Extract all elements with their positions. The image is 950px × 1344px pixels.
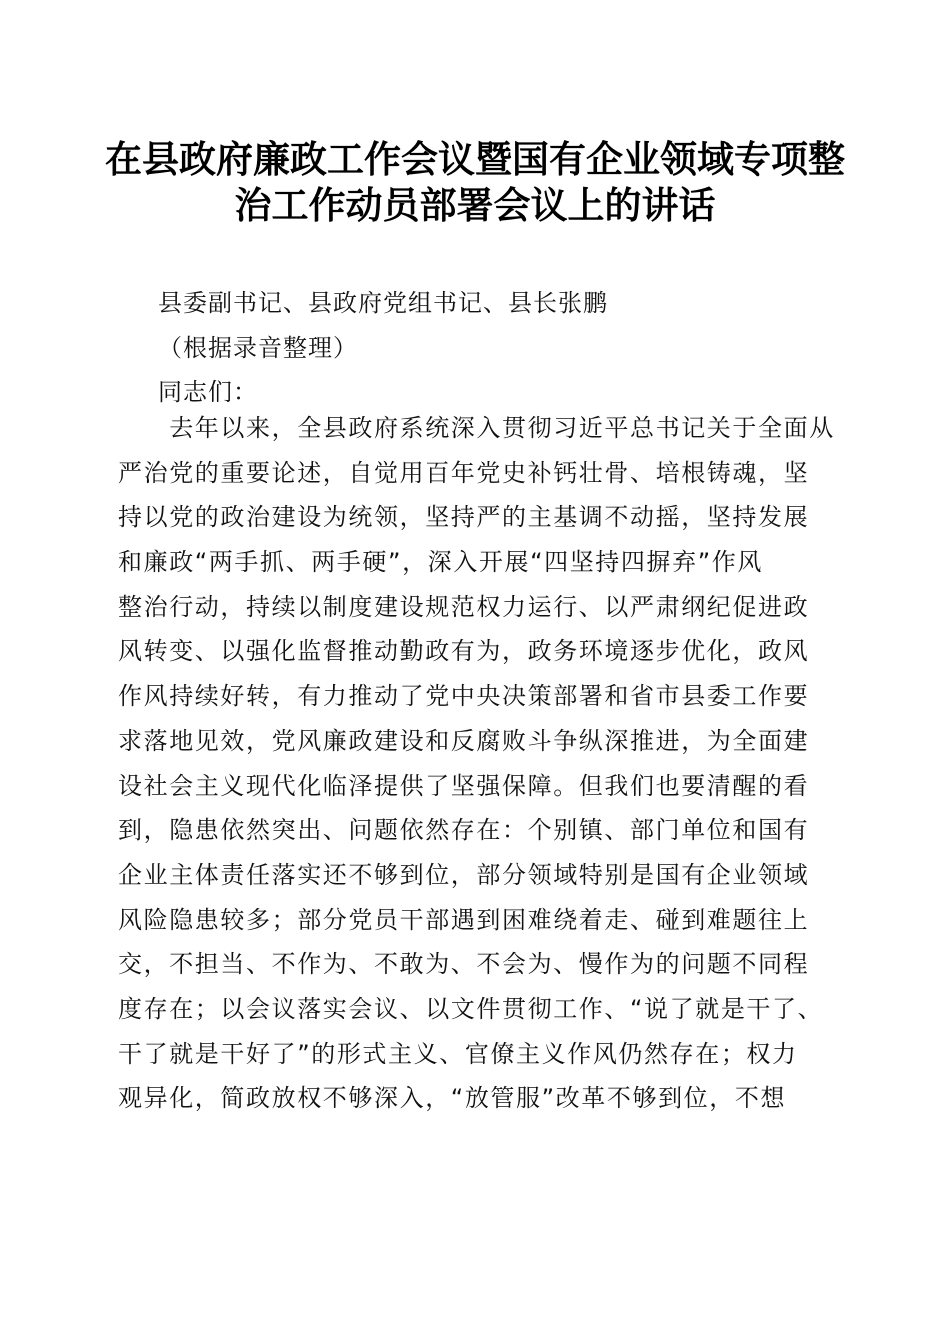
paragraph-line: 到，隐患依然突出、问题依然存在：个别镇、部门单位和国有 xyxy=(118,816,810,845)
title-line-2: 治工作动员部署会议上的讲话 xyxy=(234,183,716,227)
body-paragraph xyxy=(118,406,848,1121)
paragraph-line: 企业主体责任落实还不够到位，部分领域特别是国有企业领域 xyxy=(118,860,810,889)
speaker-line: 县委副书记、县政府党组书记、县长张鹏 xyxy=(158,289,608,317)
paragraph-line: 作风持续好转，有力推动了党中央决策部署和省市县委工作要 xyxy=(118,682,810,711)
paragraph-line: 持以党的政治建设为统领，坚持严的主基调不动摇，坚持发展 xyxy=(118,503,810,532)
title-line-1: 在县政府廉政工作会议暨国有企业领域专项整 xyxy=(105,137,845,181)
paragraph-line: 严治党的重要论述，自觉用百年党史补钙壮骨、培根铸魂，坚 xyxy=(118,458,810,487)
transcription-note: （根据录音整理） xyxy=(158,334,358,362)
paragraph-line: 设社会主义现代化临泽提供了坚强保障。但我们也要清醒的看 xyxy=(118,771,810,800)
paragraph-line: 整治行动，持续以制度建设规范权力运行、以严肃纲纪促进政 xyxy=(118,592,810,621)
paragraph-line: 交，不担当、不作为、不敢为、不会为、慢作为的问题不同程 xyxy=(118,950,810,979)
paragraph-line: 度存在；以会议落实会议、以文件贯彻工作、“说了就是干了、 xyxy=(118,994,824,1023)
paragraph-line: 干了就是干好了”的形式主义、官僚主义作风仍然存在；权力 xyxy=(118,1039,798,1068)
paragraph-line: 和廉政“两手抓、两手硬”，深入开展“四坚持四摒弃”作风 xyxy=(118,548,763,577)
salutation: 同志们： xyxy=(158,378,258,406)
paragraph-line: 观异化，简政放权不够深入，“放管服”改革不够到位，不想 xyxy=(118,1084,787,1113)
document-title xyxy=(0,136,950,228)
paragraph-line: 求落地见效，党风廉政建设和反腐败斗争纵深推进，为全面建 xyxy=(118,726,810,755)
paragraph-line: 风转变、以强化监督推动勤政有为，政务环境逐步优化，政风 xyxy=(118,637,810,666)
paragraph-line: 风险隐患较多；部分党员干部遇到困难绕着走、碰到难题往上 xyxy=(118,905,810,934)
paragraph-line: 去年以来，全县政府系统深入贯彻习近平总书记关于全面从 xyxy=(118,414,835,442)
